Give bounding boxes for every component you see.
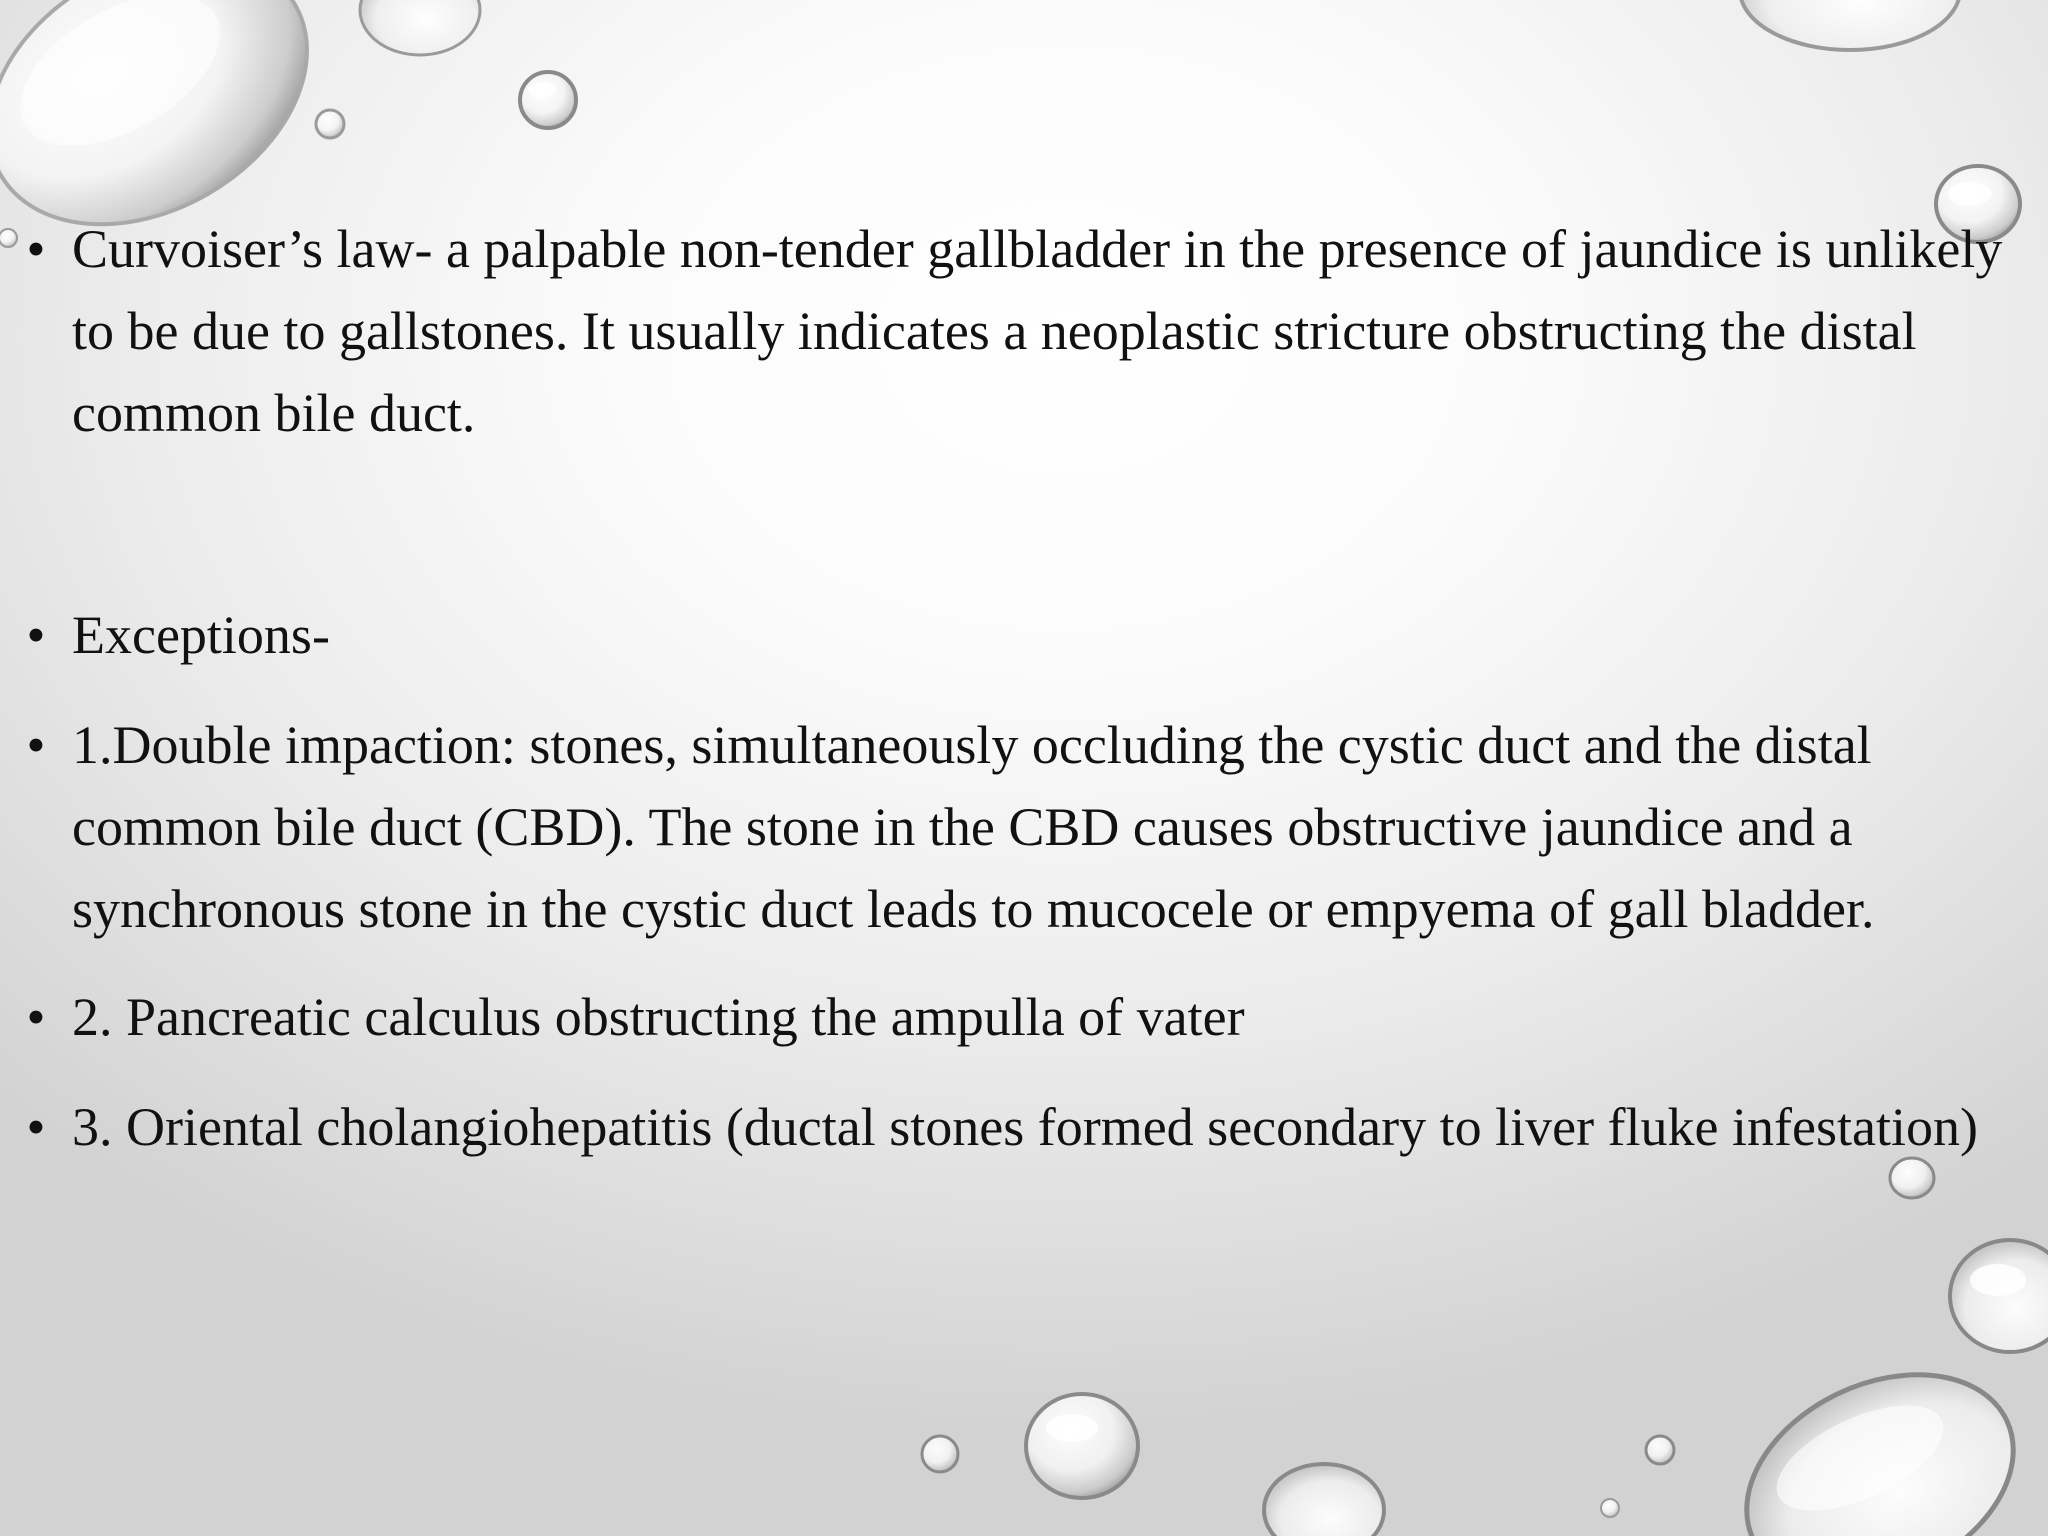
- bullet-dot: •: [26, 605, 46, 665]
- bullet-dot: •: [26, 715, 46, 775]
- bullet-text: 3. Oriental cholangiohepatitis (ductal stones formed secondary to liver fluke infestation): [72, 1097, 1978, 1157]
- bullet-dot: •: [26, 1097, 46, 1157]
- bullet-text: Exceptions-: [72, 605, 330, 665]
- bullet-text: 2. Pancreatic calculus obstructing the ampulla of vater: [72, 987, 1245, 1047]
- bullet-text: 1.Double impaction: stones, simultaneously occluding the cystic duct and the distal common bile duct (CBD). The stone in the CBD causes obstructive jaundice and a synchronous stone in the cystic duct leads to mucocele or empyema of gall bladder.: [72, 715, 1875, 939]
- bullet-dot: •: [26, 987, 46, 1047]
- bullet-dot: •: [26, 219, 46, 279]
- bullet-text: Curvoiser’s law- a palpable non-tender gallbladder in the presence of jaundice is unlikely to be due to gallstones. It usually indicates a neoplastic stricture obstructing the distal common bile duct.: [72, 219, 2003, 443]
